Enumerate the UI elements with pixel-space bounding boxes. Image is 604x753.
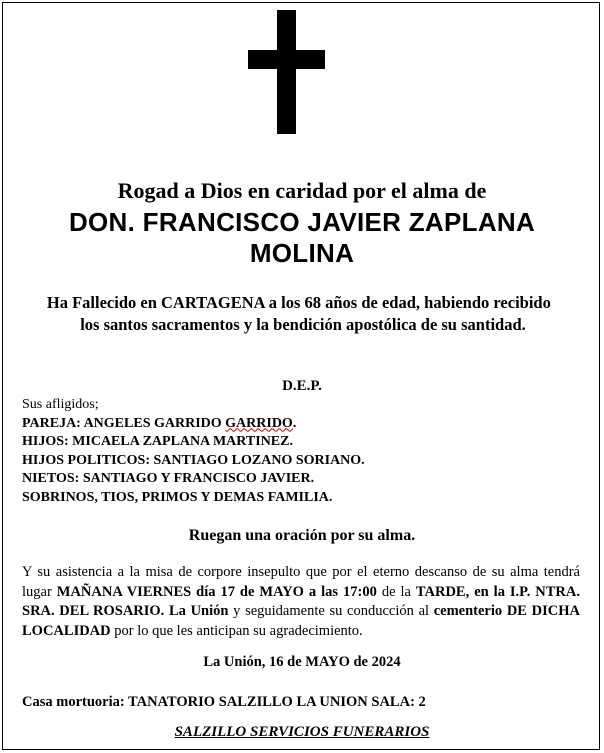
mass-text-2: de la (376, 583, 416, 600)
partner-prefix: PAREJA: ANGELES GARRIDO (22, 415, 226, 431)
death-notice: Ha Fallecido en CARTAGENA a los 68 años de edad, habiendo recibido los santos sacramentos y la bendición apostólica de su santidad. (46, 293, 560, 334)
afflicted-others: SOBRINOS, TIOS, PRIMOS Y DEMAS FAMILIA. (22, 489, 333, 505)
mass-text-1: Y su asistencia a la misa de corpore insepulto que por el eterno descanso de su alma tendrá lugar (22, 564, 580, 600)
afflicted-list (22, 396, 365, 508)
partner-surname: GARRIDO (225, 415, 293, 431)
prayer-request: Ruegan una oración por su alma. (188, 527, 416, 544)
heading: Rogad a Dios en caridad por el alma de (117, 178, 487, 203)
mass-paragraph (22, 563, 580, 641)
deceased-name (0, 207, 604, 269)
afflicted-children: HIJOS: MICAELA ZAPLANA MARTINEZ. (22, 434, 293, 450)
cross-icon (248, 10, 325, 134)
partner-suffix: . (292, 415, 297, 431)
deceased-name-line2: MOLINA (249, 238, 355, 268)
mass-location: TARDE, en la I.P. NTRA. SRA. DEL ROSARIO. La Unión (22, 583, 580, 619)
afflicted-grandchildren: NIETOS: SANTIAGO Y FRANCISCO JAVIER. (22, 471, 315, 487)
company-name: SALZILLO SERVICIOS FUNERARIOS (174, 724, 430, 740)
deceased-name-line1: DON. FRANCISCO JAVIER ZAPLANA (68, 207, 536, 237)
mass-text-4: por lo que les anticipan su agradecimiento. (110, 622, 363, 639)
afflicted-intro: Sus afligidos; (22, 397, 99, 412)
afflicted-children-in-law: HIJOS POLITICOS: SANTIAGO LOZANO SORIANO. (22, 452, 365, 468)
funeral-home: Casa mortuoria: TANATORIO SALZILLO LA UNION SALA: 2 (22, 694, 426, 710)
afflicted-partner (22, 415, 365, 434)
mass-cemetery: cementerio DE DICHA LOCALIDAD (22, 603, 580, 639)
dep-text: D.E.P. (282, 378, 322, 394)
mass-date-time: MAÑANA VIERNES día 17 de MAYO a las 17:00 (56, 583, 377, 600)
place-date: La Unión, 16 de MAYO de 2024 (203, 654, 401, 670)
mass-text-3: y seguidamente su conducción al (228, 603, 434, 619)
